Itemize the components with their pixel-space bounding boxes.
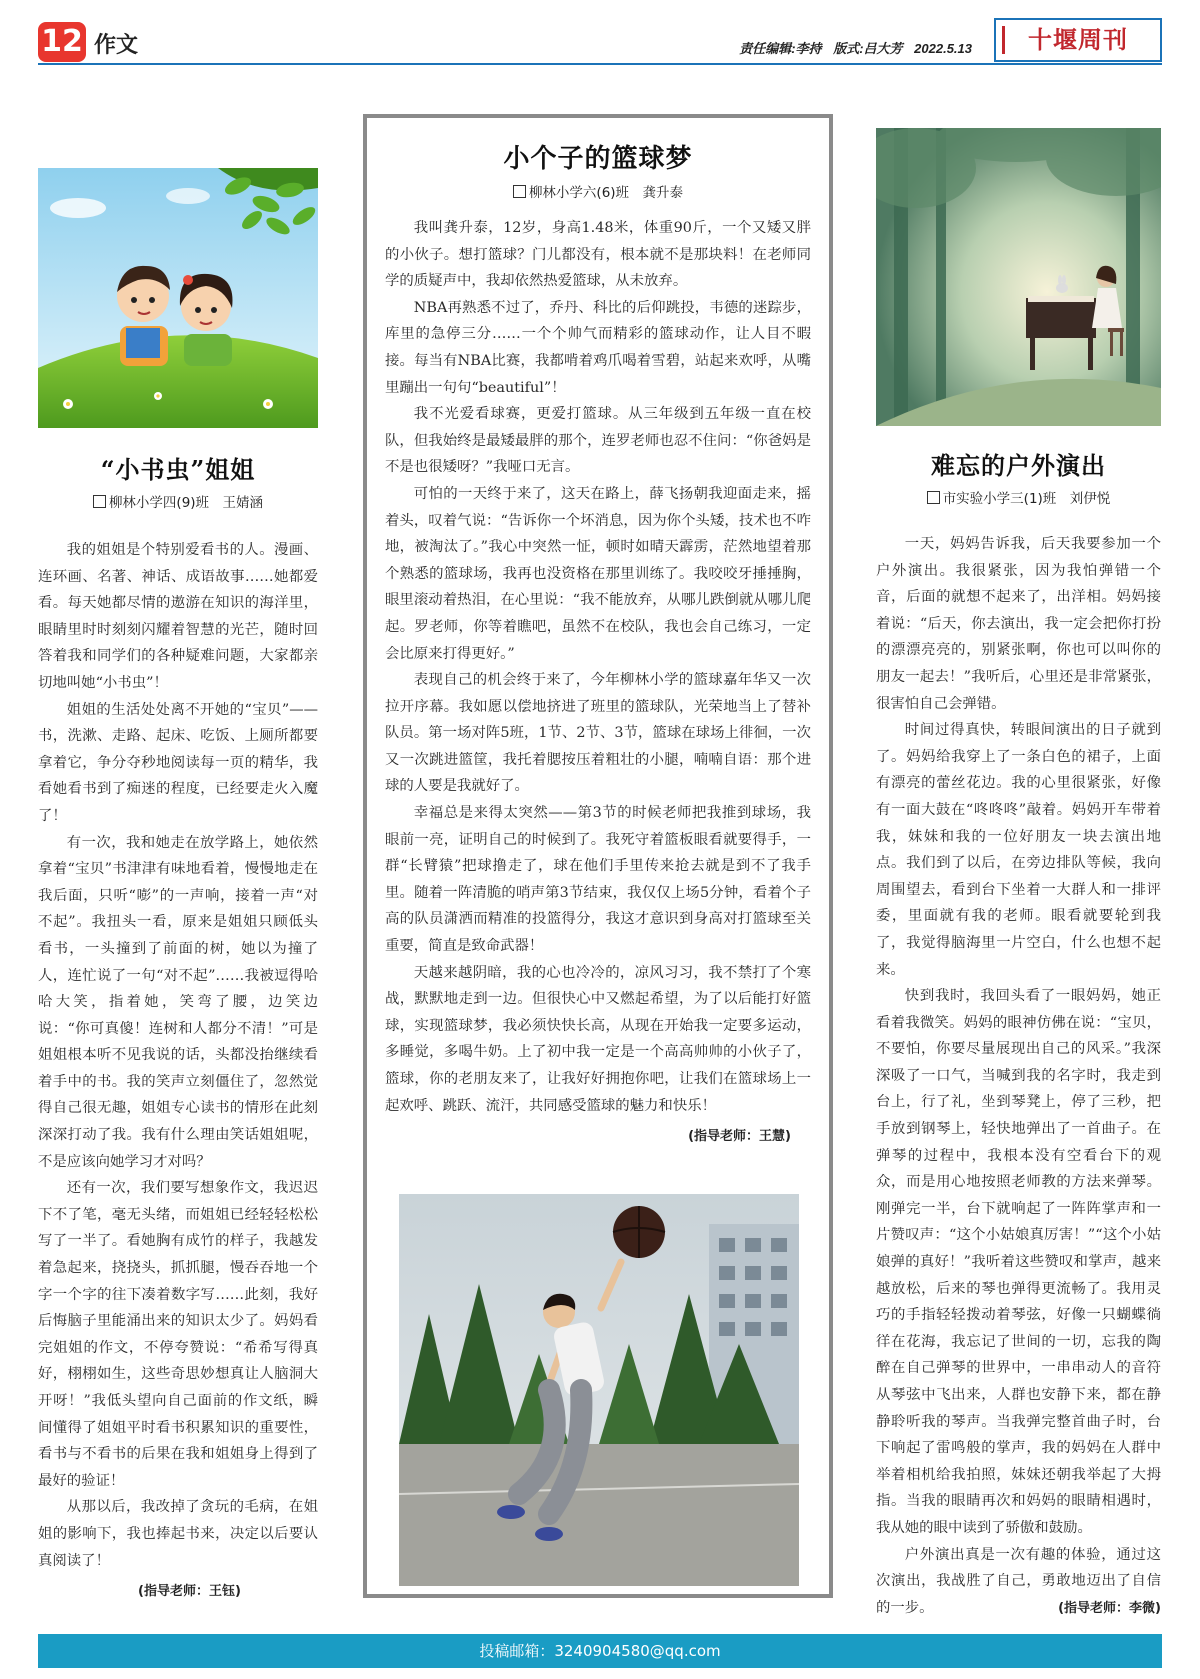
basketball-photo: [399, 1194, 799, 1586]
left-article-teacher: (指导老师：王钰): [138, 1584, 241, 1600]
editor-credits: [731, 38, 972, 57]
middle-article-teacher: (指导老师：王慧): [688, 1129, 791, 1145]
middle-article-frame: [363, 114, 833, 1598]
paragraph: 我叫龚升泰，12岁，身高1.48米，体重90斤，一个又矮又胖的小伙子。想打篮球？门儿都没有，根本就不是那块料！在老师同学的质疑声中，我却依然热爱篮球，从未放弃。: [385, 220, 811, 290]
left-article-body: [38, 537, 318, 1574]
paragraph: 表现自己的机会终于来了，今年柳林小学的篮球嘉年华又一次拉开序幕。我如愿以偿地挤进了班里的篮球队，光荣地当上了替补队员。第一场对阵5班，1节、2节、3节，篮球在球场上徘徊，一次又一次跳进篮筐，我托着腮按压着粗壮的小腿，喃喃自语：那个进球的人要是我就好了。: [385, 672, 811, 795]
paragraph: NBA再熟悉不过了，乔丹、科比的后仰跳投，韦德的迷踪步，库里的急停三分……一个个帅气而精彩的篮球动作，让人目不暇接。每当有NBA比赛，我都啃着鸡爪喝着雪碧，站起来欢呼，从嘴里蹦出一句句“beautiful”！: [385, 299, 811, 396]
right-article-body: [876, 531, 1161, 1621]
page-number: 12: [38, 22, 86, 62]
middle-article-title: 小个子的篮球梦: [503, 144, 693, 174]
piano-forest-illustration: [876, 128, 1161, 426]
paragraph: 有一次，我和她走在放学路上，她依然拿着“宝贝”书津津有味地看着，慢慢地走在我后面，只听“嘭”的一声响，接着一声“对不起”。我扭头一看，原来是姐姐只顾低头看书，一头撞到了前面的树，她以为撞了人，连忙说了一句“对不起”……我被逗得哈哈大笑，指着她，笑弯了腰，边笑边说：“你可真傻！连树和人都分不清！”可是姐姐根本听不见我说的话，头都没抬继续看着手中的书。我的笑声立刻僵住了，忽然觉得自己很无趣，姐姐专心读书的情形在此刻深深打动了我。我有什么理由笑话姐姐呢，不是应该向她学习才对吗？: [38, 834, 318, 1170]
right-article-teacher: (指导老师：李微): [1058, 1601, 1161, 1617]
paragraph: 快到我时，我回头看了一眼妈妈，她正看着我微笑。妈妈的眼神仿佛在说：“宝贝，不要怕，你要尽量展现出自己的风采。”我深深吸了一口气，当喊到我的名字时，我走到台上，行了礼，坐到琴凳上，停了三秒，把手放到钢琴上，轻快地弹出了一首曲子。在弹琴的过程中，我根本没有空看台下的观众，而是用心地按照老师教的方法来弹琴。刚弹完一半，台下就响起了一阵阵掌声和一片赞叹声：“这个小姑娘真厉害！”“这个小姑娘弹的真好！”我听着这些赞叹和掌声，越来越放松，后来的琴也弹得更流畅了。我用灵巧的手指轻轻拨动着琴弦，好像一只蝴蝶徜徉在花海，我忘记了世间的一切，忘我的陶醉在自己弹琴的世界中，一串串动人的音符从琴弦中飞出来，人群也安静下来，都在静静聆听我的琴声。当我弹完整首曲子时，台下响起了雷鸣般的掌声，我的妈妈在人群中举着相机给我拍照，妹妹还朝我举起了大拇指。当我的眼睛再次和妈妈的眼睛相遇时，我从她的眼中读到了骄傲和鼓励。: [876, 988, 1161, 1536]
left-article-byline: [38, 491, 318, 511]
children-reading-icon: [38, 168, 318, 428]
girl-piano-forest-icon: [876, 128, 1161, 426]
paragraph: 姐姐的生活处处离不开她的“宝贝”——书，洗漱、走路、起床、吃饭、上厕所都要拿着它，争分夺秒地阅读每一页的精华，我看她看书到了痴迷的程度，已经要走火入魔了！: [38, 701, 318, 824]
middle-byline-text: 柳林小学六(6)班 龚升泰: [528, 185, 684, 201]
section-title: 作文: [94, 33, 139, 58]
left-article: [38, 168, 318, 1599]
paragraph: 还有一次，我们要写想象作文，我迟迟下不了笔，毫无头绪，而姐姐已经轻轻松松写了一半了。看她胸有成竹的样子，我越发着急起来，挠挠头，抓抓腿，慢吞吞地一个字一个字的往下凑着数字写……此刻，我好后悔脑子里能涌出来的知识太少了。妈妈看完姐姐的作文，不停夸赞说：“希希写得真好，栩栩如生，这些奇思妙想真让人脑洞大开呀！”我低头望向自己面前的作文纸，瞬间懂得了姐姐平时看书积累知识的重要性，看书与不看书的后果在我和姐姐身上得到了最好的验证！: [38, 1180, 318, 1489]
middle-article-byline: [385, 181, 811, 201]
paragraph: 可怕的一天终于来了，这天在路上，薛飞扬朝我迎面走来，摇着头，叹着气说：“告诉你一个坏消息，因为你个头矮，技术也不咋地，被淘汰了。”我心中突然一怔，顿时如晴天霹雳，茫然地望着那个熟悉的篮球场，我再也没资格在那里训练了。我咬咬牙捶捶胸，眼里滚动着热泪，在心里说：“我不能放弃，从哪儿跌倒就从哪儿爬起。罗老师，你等着瞧吧，虽然不在校队，我也会自己练习，一定会比原来打得更好。”: [385, 485, 811, 662]
paragraph: 天越来越阴暗，我的心也冷冷的，凉风习习，我不禁打了个寒战，默默地走到一边。但很快心中又燃起希望，为了以后能打好篮球，实现篮球梦，我必须快快长高，从现在开始我一定要多运动，多睡觉，多喝牛奶。上了初中我一定是一个高高帅帅的小伙子了，篮球，你的老朋友来了，让我好好拥抱你吧，让我们在篮球场上一起欢呼、跳跃、流汗，共同感受篮球的魅力和快乐！: [385, 964, 811, 1114]
middle-article-body: [385, 215, 811, 1119]
paragraph: 我的姐姐是个特别爱看书的人。漫画、连环画、名著、神话、成语故事……她都爱看。每天她都尽情的遨游在知识的海洋里，眼睛里时时刻刻闪耀着智慧的光芒，随时回答着我和同学们的各种疑难问题，大家都亲切地叫她“小书虫”！: [38, 542, 318, 691]
issue-date: 2022.5.13: [914, 41, 972, 56]
children-reading-illustration: [38, 168, 318, 428]
right-byline-text: 市实验小学三(1)班 刘伊悦: [942, 491, 1111, 507]
submission-footer: 投稿邮箱：3240904580@qq.com: [38, 1634, 1162, 1668]
editor-name: 责任编辑:李持: [739, 41, 822, 56]
layout-name: 版式:吕大芳: [833, 41, 903, 56]
page-header: [38, 18, 1162, 62]
header-rule: [38, 63, 1162, 65]
left-byline-text: 柳林小学四(9)班 王婧涵: [108, 495, 264, 511]
paragraph: 一天，妈妈告诉我，后天我要参加一个户外演出。我很紧张，因为我怕弹错一个音，后面的就想不起来了，出洋相。妈妈接着说：“后天，你去演出，我一定会把你打扮的漂漂亮亮的，别紧张啊，你也可以叫你的朋友一起去！”我听后，心里还是非常紧张，很害怕自己会弹错。: [876, 536, 1161, 712]
checkbox-square-icon: [927, 491, 940, 504]
paragraph: 从那以后，我改掉了贪玩的毛病，在姐姐的影响下，我也捧起书来，决定以后要认真阅读了！: [38, 1499, 318, 1569]
paragraph: 我不光爱看球赛，更爱打篮球。从三年级到五年级一直在校队，但我始终是最矮最胖的那个，连罗老师也忍不住问：“你爸妈是不是也很矮呀？”我哑口无言。: [385, 406, 811, 476]
checkbox-square-icon: [93, 495, 106, 508]
masthead-logo: 十堰周刊: [994, 18, 1162, 62]
paragraph: 户外演出真是一次有趣的体验，通过这次演出，我战胜了自己，勇敢地迈出了自信的一步。: [876, 1546, 1161, 1616]
right-article-byline: [876, 487, 1161, 507]
left-article-title: “小书虫”姐姐: [100, 455, 256, 484]
boy-jumping-basketball-icon: [399, 1194, 799, 1586]
checkbox-square-icon: [513, 185, 526, 198]
paragraph: 幸福总是来得太突然——第3节的时候老师把我推到球场，我眼前一亮，证明自己的时候到了。我死守着篮板眼看就要得手，一群“长臂猿”把球撸走了，球在他们手里传来抢去就是到不了我手里。随着一阵清脆的哨声第3节结束，我仅仅上场5分钟，看着个子高的队员潇洒而精准的投篮得分，我这才意识到身高对打篮球至关重要，简直是致命武器！: [385, 805, 811, 955]
right-article-title: 难忘的户外演出: [931, 451, 1106, 480]
paragraph: 时间过得真快，转眼间演出的日子就到了。妈妈给我穿上了一条白色的裙子，上面有漂亮的蕾丝花边。我的心里很紧张，好像有一面大鼓在“咚咚咚”敲着。妈妈开车带着我，妹妹和我的一位好朋友一块去演出地点。我们到了以后，在旁边排队等候，我向周围望去，看到台下坐着一大群人和一排评委，里面就有我的老师。眼看就要轮到我了，我觉得脑海里一片空白，什么也想不起来。: [876, 722, 1161, 978]
right-article: [876, 128, 1161, 1616]
